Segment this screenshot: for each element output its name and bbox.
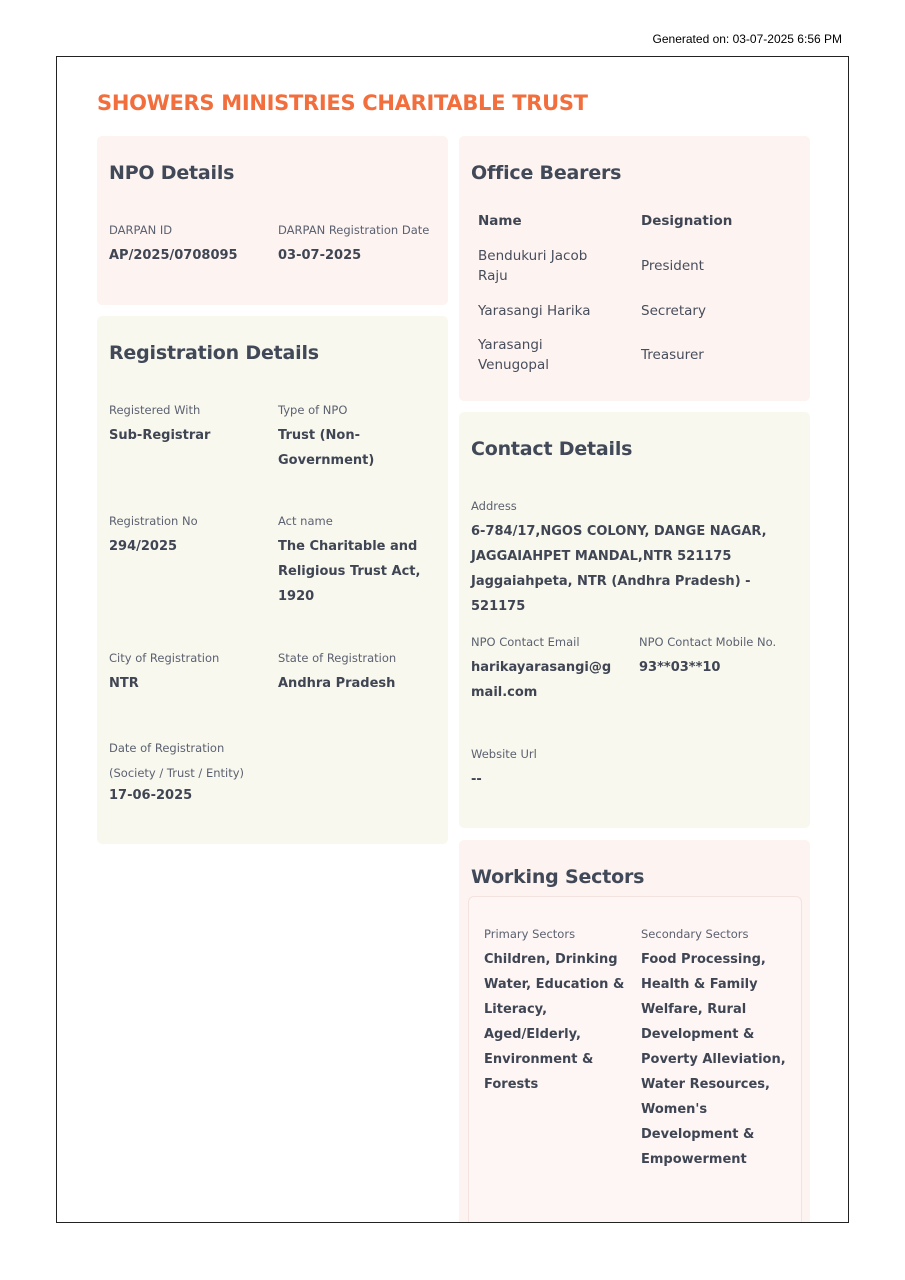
mobile-value: 93**03**10 <box>639 660 721 675</box>
working-sectors-card <box>459 840 810 1223</box>
address-value: 6-784/17,NGOS COLONY, DANGE NAGAR, JAGGAIAHPET MANDAL,NTR 521175 Jaggaiahpeta, NTR (Andhra Pradesh) - 521175 <box>471 524 767 614</box>
darpan-id-value: AP/2025/0708095 <box>109 248 238 263</box>
bearer-designation: President <box>641 258 704 274</box>
office-bearers-card <box>459 136 810 401</box>
office-bearers-heading: Office Bearers <box>471 162 622 184</box>
website-label: Website Url <box>471 747 537 761</box>
primary-sectors-label: Primary Sectors <box>484 927 576 941</box>
sectors-panel <box>468 896 802 1223</box>
col-header-designation: Designation <box>641 213 733 229</box>
darpan-id-label: DARPAN ID <box>109 223 173 237</box>
npo-type-label: Type of NPO <box>278 403 348 417</box>
registration-date-value: 17-06-2025 <box>109 788 193 803</box>
act-name-label: Act name <box>278 514 333 528</box>
email-label: NPO Contact Email <box>471 635 580 649</box>
org-name: SHOWERS MINISTRIES CHARITABLE TRUST <box>97 91 588 115</box>
bearer-name: Yarasangi Venugopal <box>478 337 550 373</box>
registration-details-heading: Registration Details <box>109 342 319 364</box>
darpan-reg-date-value: 03-07-2025 <box>278 248 362 263</box>
working-sectors-heading: Working Sectors <box>471 866 645 888</box>
registration-no-label: Registration No <box>109 514 198 528</box>
secondary-sectors-value: Food Processing, Health & Family Welfare, Rural Development & Poverty Alleviation, Water Resources, Women's Development & Empowerment <box>641 952 786 1167</box>
website-value: -- <box>471 772 482 787</box>
city-value: NTR <box>109 676 139 691</box>
contact-details-card <box>459 412 810 828</box>
bearer-designation: Secretary <box>641 303 706 319</box>
registration-date-label: Date of Registration (Society / Trust / Entity) <box>109 741 245 780</box>
address-label: Address <box>471 499 517 513</box>
col-header-name: Name <box>478 213 522 229</box>
generated-on-stamp: Generated on: 03-07-2025 6:56 PM <box>652 32 842 46</box>
document-frame <box>56 56 849 1223</box>
bearer-name: Bendukuri Jacob Raju <box>478 248 588 284</box>
state-label: State of Registration <box>278 651 397 665</box>
npo-details-card <box>97 136 448 305</box>
primary-sectors-value: Children, Drinking Water, Education & Literacy, Aged/Elderly, Environment & Forests <box>484 952 625 1092</box>
act-name-value: The Charitable and Religious Trust Act, 1920 <box>278 539 421 604</box>
bearer-designation: Treasurer <box>641 347 704 363</box>
darpan-reg-date-label: DARPAN Registration Date <box>278 223 430 237</box>
npo-details-heading: NPO Details <box>109 162 235 184</box>
npo-type-value: Trust (Non-Government) <box>278 428 375 468</box>
state-value: Andhra Pradesh <box>278 676 396 691</box>
registered-with-label: Registered With <box>109 403 201 417</box>
email-value: harikayarasangi@gmail.com <box>471 660 612 700</box>
secondary-sectors-label: Secondary Sectors <box>641 927 749 941</box>
contact-details-heading: Contact Details <box>471 438 633 460</box>
registration-details-card <box>97 316 448 844</box>
mobile-label: NPO Contact Mobile No. <box>639 635 777 649</box>
registered-with-value: Sub-Registrar <box>109 428 211 443</box>
registration-no-value: 294/2025 <box>109 539 178 554</box>
city-label: City of Registration <box>109 651 220 665</box>
bearer-name: Yarasangi Harika <box>478 303 591 319</box>
